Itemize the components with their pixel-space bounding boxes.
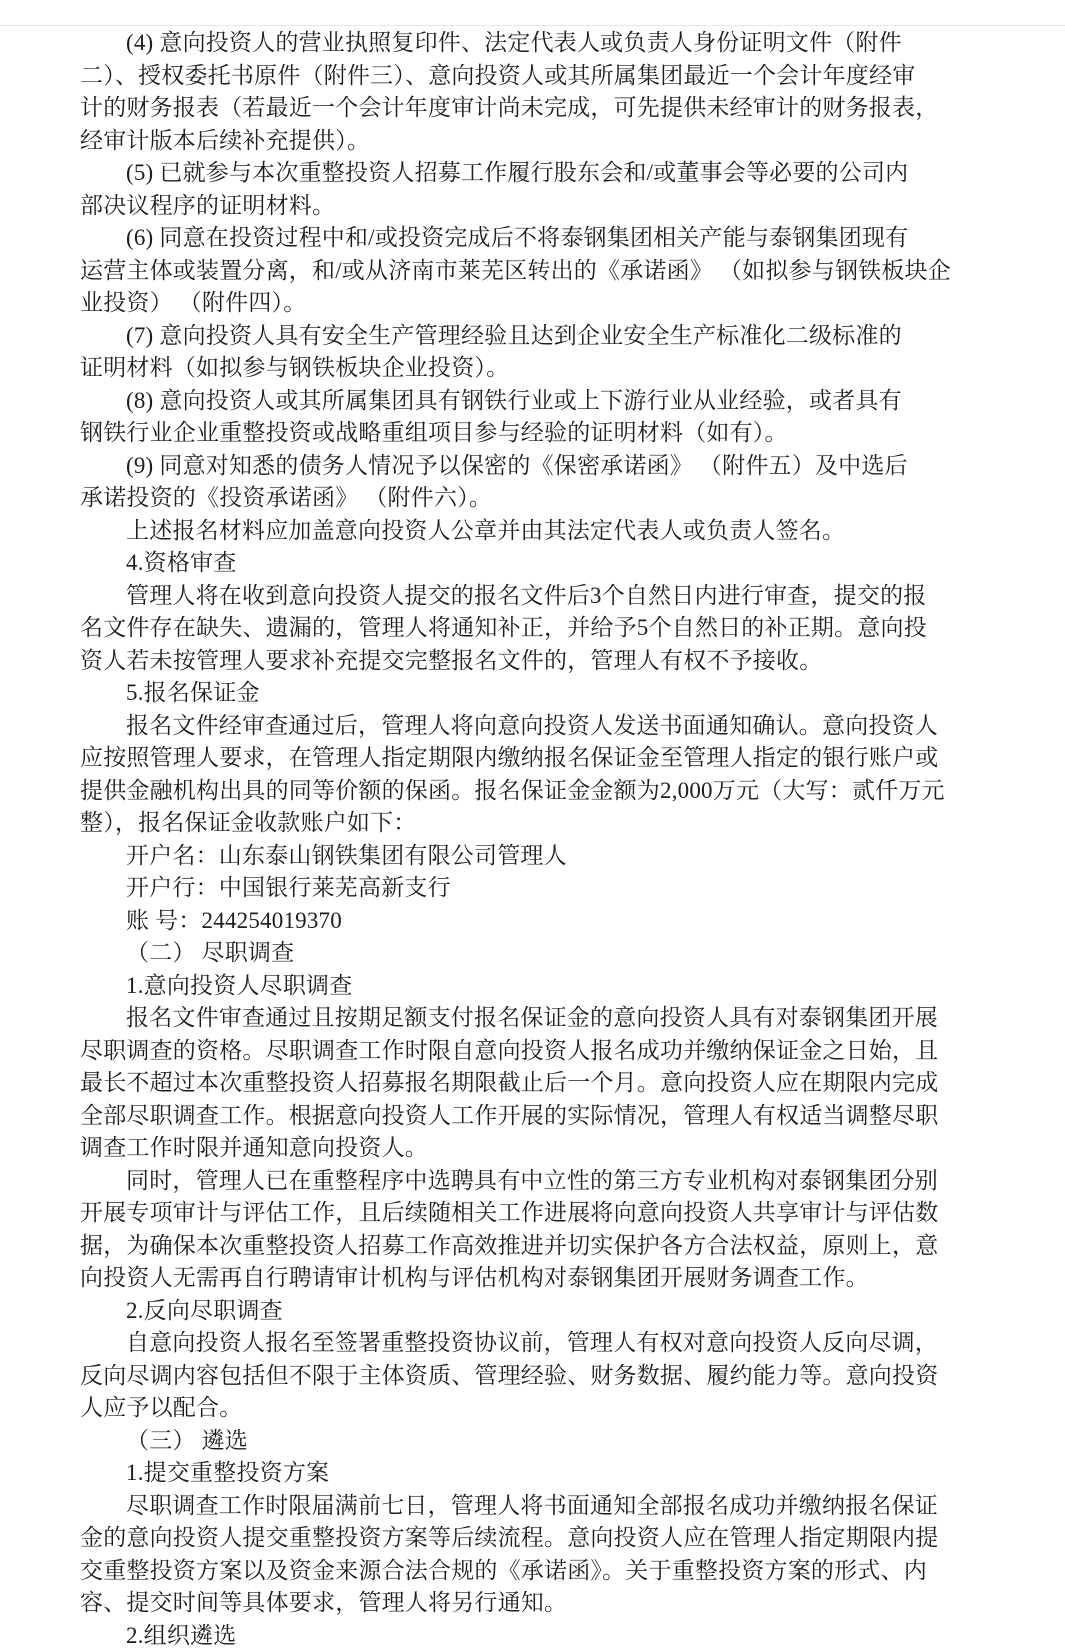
text-line: 账 号：244254019370 — [126, 907, 342, 933]
text-line: (7) 意向投资人具有安全生产管理经验且达到企业安全生产标准化二级标准的 — [126, 322, 902, 348]
para-deposit — [80, 710, 945, 840]
text-line: 上述报名材料应加盖意向投资人公章并由其法定代表人或负责人签名。 — [126, 517, 846, 543]
text-line: (8) 意向投资人或其所属集团具有钢铁行业或上下游行业从业经验，或者具有 — [126, 387, 902, 413]
list-item-6 — [80, 222, 951, 320]
page-top-divider — [0, 25, 1065, 26]
text-line: 钢铁行业企业重整投资或战略重组项目参与经验的证明材料（如有）。 — [80, 420, 788, 445]
text-line: 1.提交重整投资方案 — [126, 1460, 330, 1485]
text-line: 调查工作时限并通知意向投资人。 — [80, 1135, 428, 1160]
text-line: 应按照管理人要求，在管理人指定期限内缴纳报名保证金至管理人指定的银行账户或 — [80, 745, 939, 770]
text-line: 据，为确保本次重整投资人招募工作高效推进并切实保护各方合法权益，原则上，意 — [80, 1232, 939, 1258]
text-line: 部决议程序的证明材料。 — [80, 192, 336, 218]
text-line: （三） 遴选 — [126, 1427, 248, 1453]
text-line: 人应予以配合。 — [80, 1395, 243, 1420]
text-line: 4.资格审查 — [126, 550, 237, 575]
text-line: 资人若未按管理人要求补充提交完整报名文件的，管理人有权不予接收。 — [80, 647, 823, 673]
heading-organize-selection — [80, 1620, 940, 1652]
text-line: 经审计版本后续补充提供）。 — [80, 127, 371, 153]
para-qualification-review — [80, 580, 940, 678]
list-item-8 — [80, 385, 940, 450]
list-item-4 — [80, 27, 940, 157]
text-line: 承诺投资的《投资承诺函》 （附件六）。 — [80, 485, 493, 510]
para-investor-due-diligence-2 — [80, 1165, 940, 1295]
text-line: 金的意向投资人提交重整投资方案等后续流程。意向投资人应在管理人指定期限内提 — [80, 1525, 939, 1550]
text-line: 开展专项审计与评估工作，且后续随相关工作进展将向意向投资人共享审计与评估数 — [80, 1200, 939, 1225]
text-line: 名文件存在缺失、遗漏的，管理人将通知补正，并给予5个自然日的补正期。意向投 — [80, 615, 927, 640]
text-line: (6) 同意在投资过程中和/或投资完成后不将泰钢集团相关产能与泰钢集团现有 — [126, 225, 909, 250]
list-item-9 — [80, 450, 940, 515]
text-line: 1.意向投资人尽职调查 — [126, 972, 353, 998]
field-bank-name — [80, 872, 940, 905]
text-line: 自意向投资人报名至签署重整投资协议前，管理人有权对意向投资人反向尽调， — [126, 1330, 938, 1355]
field-account-name — [80, 840, 940, 873]
note-signature-requirement — [80, 515, 940, 548]
text-line: (9) 同意对知悉的债务人情况予以保密的《保密承诺函》 （附件五）及中选后 — [126, 452, 908, 478]
heading-reverse-due-diligence — [80, 1295, 940, 1328]
text-line: 运营主体或装置分离，和/或从济南市莱芜区转出的《承诺函》 （如拟参与钢铁板块企 — [80, 257, 951, 283]
heading-selection — [80, 1425, 940, 1458]
text-line: 5.报名保证金 — [126, 680, 260, 705]
text-line: 全部尽职调查工作。根据意向投资人工作开展的实际情况，管理人有权适当调整尽职 — [80, 1102, 939, 1128]
text-line: （二） 尽职调查 — [126, 940, 295, 965]
text-line: 业投资） （附件四）。 — [80, 290, 307, 315]
text-line: 提供金融机构出具的同等价额的保函。报名保证金金额为2,000万元（大写：贰仟万元 — [80, 777, 945, 803]
text-line: 整），报名保证金收款账户如下： — [80, 810, 417, 835]
text-line: 管理人将在收到意向投资人提交的报名文件后3个自然日内进行审查，提交的报 — [126, 582, 927, 608]
text-line: 报名文件审查通过且按期足额支付报名保证金的意向投资人具有对泰钢集团开展 — [126, 1005, 938, 1030]
para-submit-plan — [80, 1490, 940, 1620]
text-line: 容、提交时间等具体要求，管理人将另行通知。 — [80, 1590, 568, 1615]
text-line: 尽职调查工作时限届满前七日，管理人将书面通知全部报名成功并缴纳报名保证 — [126, 1492, 938, 1518]
text-line: 向投资人无需再自行聘请审计机构与评估机构对泰钢集团开展财务调查工作。 — [80, 1265, 869, 1290]
heading-investor-due-diligence — [80, 970, 940, 1003]
text-line: 证明材料（如拟参与钢铁板块企业投资）。 — [80, 355, 510, 380]
field-account-number — [80, 905, 940, 938]
text-line: 同时，管理人已在重整程序中选聘具有中立性的第三方专业机构对泰钢集团分别 — [126, 1167, 938, 1193]
heading-deposit — [80, 677, 940, 710]
heading-qualification-review — [80, 547, 940, 580]
text-line: 计的财务报表（若最近一个会计年度审计尚未完成，可先提供未经审计的财务报表， — [80, 95, 939, 120]
text-line: 二）、授权委托书原件（附件三）、意向投资人或其所属集团最近一个会计年度经审 — [80, 62, 916, 88]
text-line: 最长不超过本次重整投资人招募报名期限截止后一个月。意向投资人应在期限内完成 — [80, 1070, 939, 1095]
text-line: (4) 意向投资人的营业执照复印件、法定代表人或负责人身份证明文件（附件 — [126, 30, 902, 55]
text-line: 2.反向尽职调查 — [126, 1297, 283, 1323]
para-reverse-due-diligence — [80, 1327, 940, 1425]
text-line: 报名文件经审查通过后，管理人将向意向投资人发送书面通知确认。意向投资人 — [126, 712, 938, 738]
para-investor-due-diligence-1 — [80, 1002, 940, 1165]
document-body — [80, 27, 951, 1652]
text-line: 开户行：中国银行莱芜高新支行 — [126, 875, 451, 900]
text-line: 反向尽调内容包括但不限于主体资质、管理经验、财务数据、履约能力等。意向投资 — [80, 1362, 939, 1388]
text-line: 交重整投资方案以及资金来源合法合规的《承诺函》。关于重整投资方案的形式、内 — [80, 1557, 927, 1583]
text-line: 尽职调查的资格。尽职调查工作时限自意向投资人报名成功并缴纳保证金之日始，且 — [80, 1037, 939, 1063]
text-line: (5) 已就参与本次重整投资人招募工作履行股东会和/或董事会等必要的公司内 — [126, 160, 909, 185]
list-item-7 — [80, 320, 940, 385]
heading-due-diligence — [80, 937, 940, 970]
text-line: 开户名：山东泰山钢铁集团有限公司管理人 — [126, 842, 567, 868]
heading-submit-plan — [80, 1457, 940, 1490]
text-line: 2.组织遴选 — [126, 1622, 237, 1648]
list-item-5 — [80, 157, 940, 222]
